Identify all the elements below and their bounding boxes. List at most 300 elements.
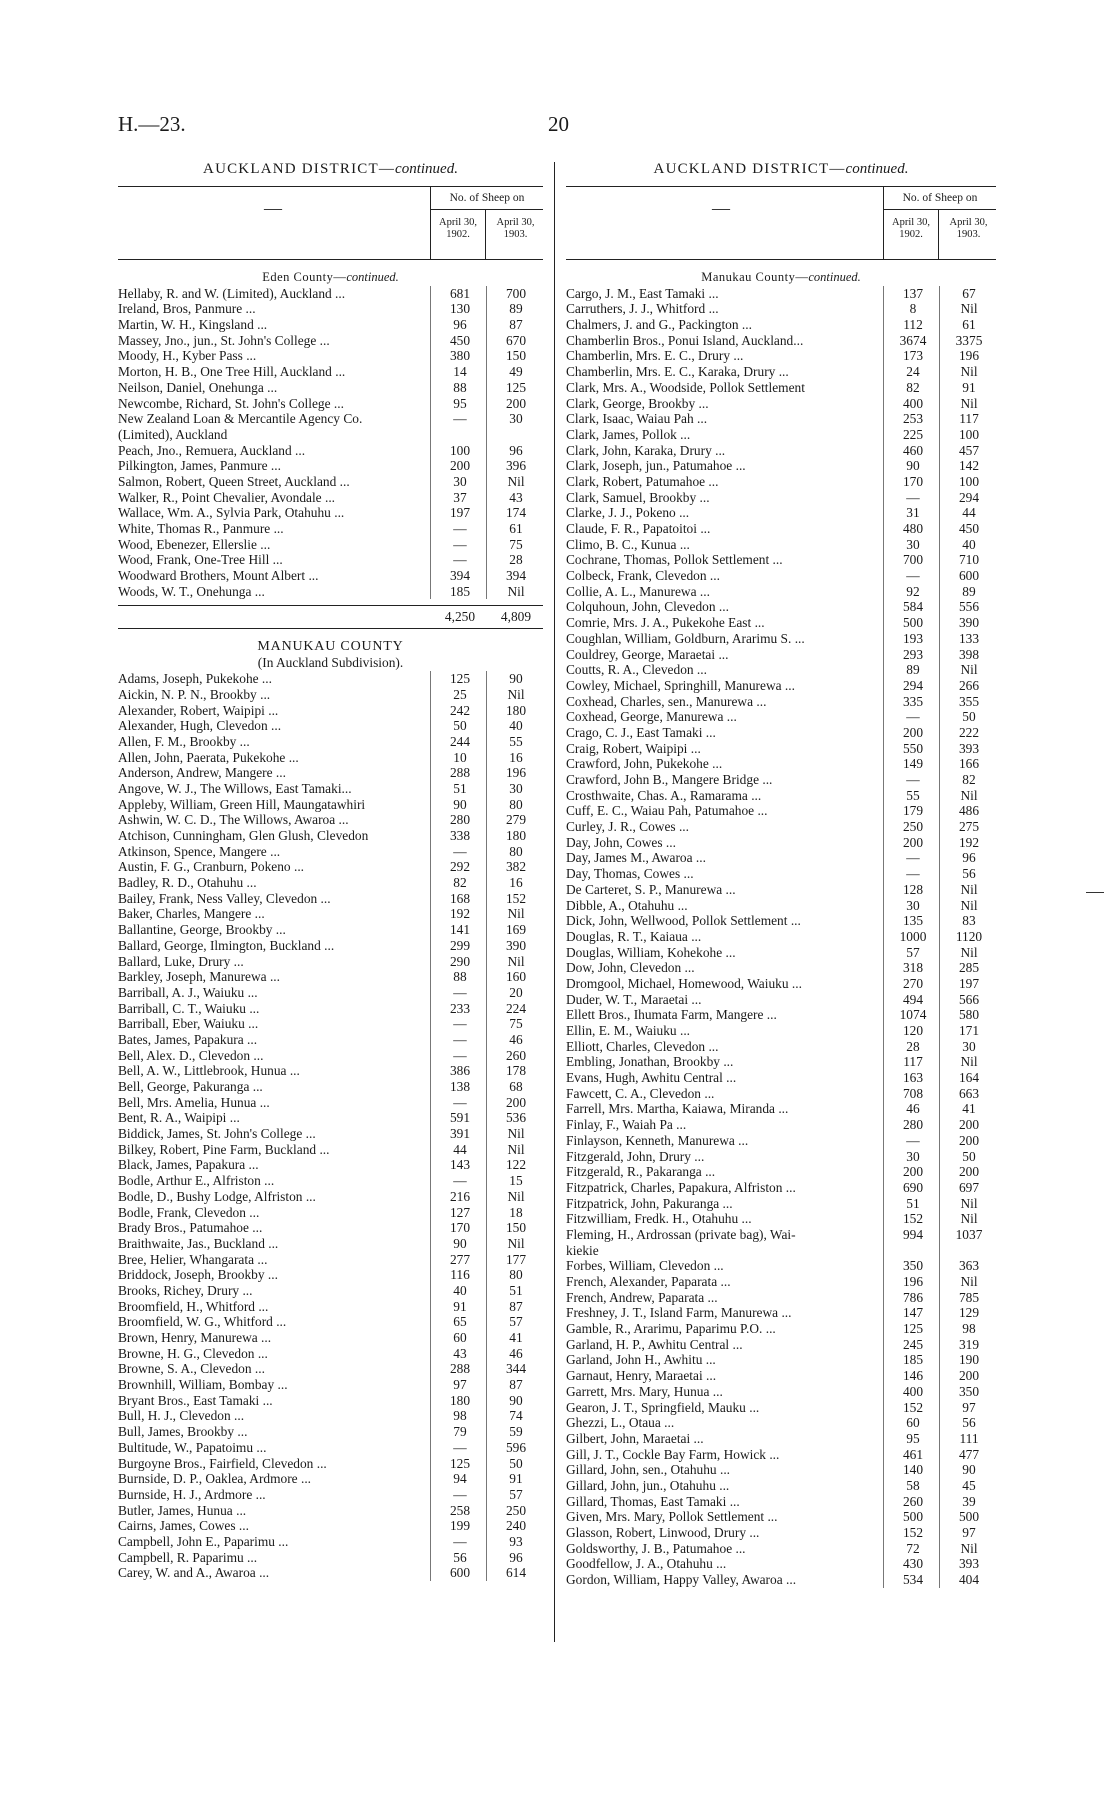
sheep-1903: Nil — [960, 395, 978, 411]
sheep-1902: 534 — [902, 1572, 924, 1588]
sheep-1903: 393 — [958, 1556, 980, 1572]
table-row — [566, 1227, 996, 1243]
table-row — [118, 505, 543, 521]
column-rule — [430, 286, 431, 600]
owner-name: Briddock, Joseph, Brookby ... — [118, 1267, 278, 1283]
owner-name: Dibble, A., Otahuhu ... — [566, 897, 688, 913]
sheep-1903: 43 — [509, 489, 523, 505]
owner-name: Massey, Jno., jun., St. John's College ... — [118, 332, 330, 348]
table-row — [118, 1032, 543, 1048]
owner-name: Glasson, Robert, Linwood, Drury ... — [566, 1525, 760, 1540]
sheep-1903: 96 — [962, 850, 976, 866]
left-title-main: AUCKLAND DISTRICT— — [203, 161, 396, 177]
owner-name: Alexander, Hugh, Clevedon ... — [118, 718, 282, 734]
sheep-1902: 31 — [906, 505, 920, 521]
sheep-1903: 200 — [505, 395, 527, 411]
sheep-1903: 566 — [958, 991, 980, 1007]
table-row — [118, 1487, 543, 1503]
table-row — [566, 364, 996, 380]
sheep-1903: Nil — [960, 944, 978, 960]
sheep-1902: 1074 — [899, 1007, 927, 1023]
manukau-county-heading: MANUKAU COUNTY — [257, 639, 404, 655]
sheep-1903: 486 — [958, 803, 980, 819]
sheep-1903: 174 — [505, 505, 527, 521]
sheep-1903: 697 — [958, 1179, 980, 1195]
table-row — [118, 1189, 543, 1205]
sheep-1903: 57 — [509, 1314, 523, 1330]
sheep-1903: 390 — [958, 615, 980, 631]
sheep-1902: 193 — [902, 630, 924, 646]
table-row — [566, 678, 996, 694]
table-row — [566, 1039, 996, 1055]
table-row — [118, 443, 543, 459]
sheep-1903: 200 — [958, 1368, 980, 1384]
sheep-1902: — — [453, 1094, 467, 1110]
sheep-1902: 386 — [449, 1063, 471, 1079]
sheep-1903: 90 — [509, 1392, 523, 1408]
sheep-1902: — — [453, 1486, 467, 1502]
owner-name: Cargo, J. M., East Tamaki ... — [566, 285, 719, 301]
table-row — [118, 1220, 543, 1236]
owner-name: New Zealand Loan & Mercantile Agency Co. — [118, 411, 363, 427]
sheep-1902: 200 — [449, 458, 471, 474]
owner-name: Curley, J. R., Cowes ... — [566, 819, 689, 835]
sheep-1903: Nil — [960, 301, 978, 317]
sheep-1902: 450 — [449, 332, 471, 348]
sheep-1902: — — [906, 866, 920, 882]
left-section-eden-county — [118, 270, 543, 286]
sheep-1903: 142 — [958, 458, 980, 474]
sheep-1902: — — [453, 552, 467, 568]
table-row — [566, 1462, 996, 1478]
table-row — [566, 1211, 996, 1227]
sheep-1902: 200 — [902, 724, 924, 740]
table-row — [566, 725, 996, 741]
sheep-1903: 200 — [505, 1094, 527, 1110]
sheep-1903: 30 — [962, 1038, 976, 1054]
table-row — [566, 709, 996, 725]
sheep-1902: 138 — [449, 1079, 471, 1094]
owner-name: Goodfellow, J. A., Otahuhu ... — [566, 1556, 727, 1572]
table-row — [118, 1471, 543, 1487]
sheep-1902: — — [453, 843, 467, 859]
sheep-1903: 15 — [509, 1173, 523, 1189]
sheep-1903: 197 — [958, 975, 980, 991]
owner-name: Salmon, Robert, Queen Street, Auckland ... — [118, 473, 350, 489]
owner-name: Bailey, Frank, Ness Valley, Clevedon ... — [118, 890, 331, 906]
sheep-1903: 91 — [962, 379, 976, 395]
sheep-1903: 190 — [958, 1352, 980, 1368]
owner-name: Cairns, James, Cowes ... — [118, 1518, 249, 1534]
sheep-1902: — — [453, 1031, 467, 1047]
table-row — [566, 913, 996, 929]
sheep-1903: 98 — [962, 1321, 976, 1337]
right-district-title — [566, 162, 996, 184]
table-row — [566, 882, 996, 898]
sheep-1903: 178 — [505, 1063, 527, 1079]
sheep-1902: — — [906, 489, 920, 505]
owner-name: Ireland, Bros, Panmure ... — [118, 301, 256, 317]
sheep-1902: 90 — [453, 1235, 467, 1251]
table-row — [566, 1572, 996, 1588]
eden-county-total — [118, 605, 543, 629]
owner-name: Gillard, John, jun., Otahuhu ... — [566, 1477, 730, 1493]
sheep-1902: 199 — [449, 1518, 471, 1534]
left-column — [118, 162, 543, 1581]
sheep-1902: 197 — [449, 505, 471, 521]
table-row — [118, 490, 543, 506]
sheep-1903: 100 — [958, 426, 980, 442]
table-row — [566, 380, 996, 396]
owner-name: Anderson, Andrew, Mangere ... — [118, 765, 286, 781]
manukau-continued-heading: Manukau County— — [701, 270, 809, 284]
sheep-1903: 20 — [509, 984, 523, 1000]
sheep-1903: 240 — [505, 1518, 527, 1534]
sheep-1903: Nil — [507, 473, 525, 489]
sheep-1903: 41 — [509, 1330, 523, 1345]
sheep-1903: 68 — [509, 1079, 523, 1094]
table-row — [118, 584, 543, 600]
sheep-1903: 1037 — [955, 1226, 983, 1242]
sheep-1902: 95 — [453, 395, 467, 411]
table-row — [118, 1048, 543, 1064]
owner-name: Fitzpatrick, John, Pakuranga ... — [566, 1195, 733, 1211]
table-row — [566, 1478, 996, 1494]
sheep-1903: 580 — [958, 1007, 980, 1023]
owner-name: Campbell, R. Paparimu ... — [118, 1549, 258, 1565]
owner-name: Fitzgerald, R., Pakaranga ... — [566, 1164, 716, 1180]
sheep-1903: 74 — [509, 1408, 523, 1424]
sheep-1903: 355 — [958, 693, 980, 709]
sheep-1902: 8 — [909, 301, 917, 317]
sheep-1903: 180 — [505, 702, 527, 718]
table-row — [118, 875, 543, 891]
sheep-1902: 288 — [449, 765, 471, 781]
table-row — [118, 671, 543, 687]
sheep-1903: 164 — [958, 1070, 980, 1086]
right-header-col-1902: April 30, 1902. — [884, 209, 939, 259]
owner-name: Bell, George, Pakuranga ... — [118, 1079, 263, 1094]
owner-name: Crawford, John B., Mangere Bridge ... — [566, 772, 773, 787]
sheep-1903: 30 — [509, 780, 523, 796]
owner-name: Barriball, Eber, Waiuku ... — [118, 1016, 259, 1032]
table-row — [566, 1023, 996, 1039]
owner-name: Craig, Robert, Waipipi ... — [566, 740, 701, 756]
sheep-1903: 80 — [509, 796, 523, 812]
table-row — [118, 985, 543, 1001]
sheep-1903: 614 — [505, 1565, 527, 1581]
owner-name: Adams, Joseph, Pukekohe ... — [118, 671, 272, 687]
owner-name: Clark, James, Pollok ... — [566, 426, 691, 442]
table-row — [566, 1117, 996, 1133]
owner-name: Clark, Robert, Patumahoe ... — [566, 473, 719, 489]
sheep-1902: 10 — [453, 749, 467, 765]
sheep-1902: 277 — [449, 1251, 471, 1267]
owner-name: Fleming, H., Ardrossan (private bag), Wai- — [566, 1226, 796, 1242]
table-row — [118, 568, 543, 584]
table-row — [118, 828, 543, 844]
sheep-1903: 80 — [509, 1267, 523, 1283]
table-row — [566, 647, 996, 663]
sheep-1903: Nil — [960, 897, 978, 913]
table-row — [566, 631, 996, 647]
sheep-1902: 116 — [450, 1267, 470, 1283]
sheep-1902: 141 — [449, 922, 471, 938]
table-row — [118, 364, 543, 380]
table-row — [118, 474, 543, 490]
sheep-1902: 89 — [906, 662, 920, 678]
owner-name: Crago, C. J., East Tamaki ... — [566, 724, 716, 740]
sheep-1902: 500 — [902, 615, 924, 631]
table-row — [566, 1556, 996, 1572]
sheep-1902: 82 — [453, 875, 467, 891]
sheep-1902: 25 — [453, 686, 467, 702]
owner-name: Fawcett, C. A., Clevedon ... — [566, 1085, 715, 1101]
sheep-1903: 166 — [958, 756, 980, 772]
owner-name: Gilbert, John, Maraetai ... — [566, 1430, 704, 1446]
sheep-1903: 90 — [962, 1462, 976, 1478]
sheep-1902: — — [453, 1439, 467, 1455]
owner-name: Finlayson, Kenneth, Manurewa ... — [566, 1132, 749, 1148]
sheep-1903: 111 — [959, 1430, 979, 1446]
sheep-1902: 137 — [902, 285, 924, 301]
table-row — [118, 969, 543, 985]
table-row — [118, 1252, 543, 1268]
sheep-1902: 163 — [902, 1070, 924, 1086]
owner-name: Fitzwilliam, Fredk. H., Otahuhu ... — [566, 1211, 752, 1227]
sheep-1902: 168 — [449, 890, 471, 906]
owner-name: Butler, James, Hunua ... — [118, 1502, 247, 1518]
owner-name: Gillard, Thomas, East Tamaki ... — [566, 1493, 740, 1509]
right-column — [566, 162, 996, 1588]
owner-name: Colquhoun, John, Clevedon ... — [566, 599, 729, 615]
sheep-1902: 700 — [902, 552, 924, 568]
table-row — [118, 1095, 543, 1111]
sheep-1902: 79 — [453, 1424, 467, 1440]
table-row — [118, 348, 543, 364]
sheep-1902: 400 — [902, 1383, 924, 1399]
owner-name: Peach, Jno., Remuera, Auckland ... — [118, 442, 306, 458]
owner-name: Chamberlin Bros., Ponui Island, Auckland... — [566, 332, 804, 348]
right-header-col-1903: April 30, 1903. — [949, 217, 988, 240]
owner-name: Finlay, F., Waiah Pa ... — [566, 1117, 687, 1133]
owner-name: Broomfield, W. G., Whitford ... — [118, 1314, 287, 1330]
sheep-1903: 100 — [958, 473, 980, 489]
table-row — [118, 1408, 543, 1424]
table-row — [118, 797, 543, 813]
table-row — [118, 765, 543, 781]
sheep-1902: 200 — [902, 834, 924, 850]
owner-name: Ellin, E. M., Waiuku ... — [566, 1023, 691, 1038]
sheep-1903: 83 — [962, 913, 976, 929]
sheep-1903: Nil — [507, 1141, 525, 1157]
sheep-1903: 363 — [958, 1258, 980, 1274]
table-row — [566, 850, 996, 866]
sheep-1903: 200 — [958, 1164, 980, 1180]
sheep-1903: 200 — [958, 1117, 980, 1133]
sheep-1902: 185 — [902, 1352, 924, 1368]
owner-name: Burgoyne Bros., Fairfield, Clevedon ... — [118, 1455, 327, 1471]
table-row — [566, 584, 996, 600]
sheep-1902: 37 — [453, 489, 467, 505]
table-row — [118, 1016, 543, 1032]
table-row — [118, 1565, 543, 1581]
owner-name: Braithwaite, Jas., Buckland ... — [118, 1235, 279, 1251]
sheep-1903: 91 — [509, 1471, 523, 1487]
sheep-1902: 460 — [902, 442, 924, 458]
sheep-1902: 152 — [902, 1525, 924, 1540]
table-row — [566, 788, 996, 804]
owner-name: Biddick, James, St. John's College ... — [118, 1126, 316, 1142]
owner-name: Day, Thomas, Cowes ... — [566, 866, 694, 882]
sheep-1903: Nil — [960, 881, 978, 897]
sheep-1903: 196 — [505, 765, 527, 781]
left-header-col-1902: April 30, 1902. — [431, 209, 486, 259]
table-row — [566, 396, 996, 412]
sheep-1903: 200 — [958, 1132, 980, 1148]
table-row — [566, 348, 996, 364]
owner-name: Ballard, Luke, Drury ... — [118, 953, 244, 969]
table-row — [118, 859, 543, 875]
column-rule — [486, 286, 487, 600]
table-row — [118, 1377, 543, 1393]
owner-name: Burnside, H. J., Ardmore ... — [118, 1486, 266, 1502]
sheep-1903: 275 — [958, 819, 980, 835]
owner-name: Pilkington, James, Panmure ... — [118, 458, 281, 474]
owner-name: Allen, F. M., Brookby ... — [118, 733, 250, 749]
owner-name: Martin, W. H., Kingsland ... — [118, 317, 268, 333]
table-row — [566, 976, 996, 992]
table-row — [118, 1518, 543, 1534]
sheep-1903: Nil — [960, 662, 978, 678]
sheep-1902: — — [906, 568, 920, 584]
owner-name: Colbeck, Frank, Clevedon ... — [566, 568, 720, 584]
table-row — [118, 812, 543, 828]
sheep-1903: 294 — [958, 489, 980, 505]
owner-name: Elliott, Charles, Clevedon ... — [566, 1038, 719, 1054]
sheep-1903: 75 — [509, 1016, 523, 1032]
owner-name: Hellaby, R. and W. (Limited), Auckland ... — [118, 285, 346, 301]
eden-county-heading: Eden County— — [262, 270, 347, 284]
left-district-title — [118, 162, 543, 184]
sheep-1902: — — [453, 1173, 467, 1189]
sheep-1903: 700 — [505, 285, 527, 301]
sheep-1902: 82 — [906, 379, 920, 395]
manukau-county-subheading: (In Auckland Subdivision). — [257, 655, 404, 671]
sheep-1902: 96 — [453, 317, 467, 333]
owner-name: Brown, Henry, Manurewa ... — [118, 1330, 272, 1345]
table-row — [118, 703, 543, 719]
table-row — [118, 687, 543, 703]
sheep-1902: 50 — [453, 718, 467, 734]
sheep-1903: 55 — [509, 733, 523, 749]
sheep-1902: 117 — [903, 1054, 923, 1070]
owner-name: Clarke, J. J., Pokeno ... — [566, 505, 690, 521]
table-row — [118, 718, 543, 734]
owner-name: Bell, Mrs. Amelia, Hunua ... — [118, 1094, 270, 1110]
sheep-1902: 500 — [902, 1509, 924, 1525]
owner-name: Browne, S. A., Clevedon ... — [118, 1361, 265, 1377]
sheep-1903: 266 — [958, 677, 980, 693]
owner-name: Barriball, A. J., Waiuku ... — [118, 984, 258, 1000]
table-row — [566, 1149, 996, 1165]
sheep-1902: 584 — [902, 599, 924, 615]
sheep-1902: 100 — [449, 442, 471, 458]
owner-name: Brady Bros., Patumahoe ... — [118, 1220, 263, 1236]
sheep-1903: 41 — [962, 1101, 976, 1117]
owner-name: Garland, John H., Awhitu ... — [566, 1352, 716, 1368]
column-rule — [486, 671, 487, 1581]
owner-name: Bree, Helier, Whangarata ... — [118, 1251, 268, 1267]
table-row — [118, 458, 543, 474]
table-row — [118, 521, 543, 537]
owner-name: Garland, H. P., Awhitu Central ... — [566, 1336, 743, 1352]
table-row — [118, 301, 543, 317]
sheep-1903: 285 — [958, 960, 980, 976]
owner-name: Baker, Charles, Mangere ... — [118, 906, 265, 922]
sheep-1903: 87 — [509, 1377, 523, 1393]
table-row — [566, 1290, 996, 1306]
owner-name: Brooks, Richey, Drury ... — [118, 1282, 253, 1298]
owner-name: Neilson, Daniel, Onehunga ... — [118, 379, 278, 395]
table-row — [566, 552, 996, 568]
table-row — [118, 1142, 543, 1158]
owner-name: Climo, B. C., Kunua ... — [566, 536, 690, 552]
table-row — [118, 1267, 543, 1283]
sheep-1903: 45 — [962, 1477, 976, 1493]
table-row — [118, 1157, 543, 1173]
table-row — [566, 1133, 996, 1149]
sheep-1902: 98 — [453, 1408, 467, 1424]
table-row — [118, 1330, 543, 1346]
sheep-1902: 690 — [902, 1179, 924, 1195]
page-header — [118, 112, 1114, 142]
sheep-1903: 96 — [509, 1549, 523, 1565]
owner-name: Moody, H., Kyber Pass ... — [118, 348, 257, 364]
sheep-1902: 94 — [453, 1471, 467, 1487]
sheep-1903: 152 — [505, 890, 527, 906]
sheep-1902: 480 — [902, 521, 924, 536]
sheep-1903: 477 — [958, 1446, 980, 1462]
table-row — [566, 1101, 996, 1117]
left-header-col-1903: April 30, 1903. — [496, 217, 535, 240]
table-row — [566, 1164, 996, 1180]
sheep-1902: 550 — [902, 740, 924, 756]
sheep-1902: 179 — [902, 803, 924, 819]
owner-name: Douglas, William, Kohekohe ... — [566, 944, 736, 960]
sheep-1903: 51 — [509, 1282, 523, 1298]
owner-name: Evans, Hugh, Awhitu Central ... — [566, 1070, 737, 1086]
owner-name: Brownhill, William, Bombay ... — [118, 1377, 288, 1393]
table-row — [566, 443, 996, 459]
owner-name: Bodle, D., Bushy Lodge, Alfriston ... — [118, 1188, 316, 1204]
sheep-1902: 216 — [449, 1188, 471, 1204]
table-row — [118, 1346, 543, 1362]
page-number: 20 — [548, 112, 569, 136]
sheep-1902: 600 — [449, 1565, 471, 1581]
sheep-1902: 350 — [902, 1258, 924, 1274]
sheep-1903: 785 — [958, 1289, 980, 1305]
table-row — [566, 1337, 996, 1353]
owner-name: Douglas, R. T., Kaiaua ... — [566, 928, 702, 944]
sheep-1902: 233 — [449, 1000, 471, 1016]
owner-name: French, Andrew, Paparata ... — [566, 1289, 718, 1305]
sheep-1902: 318 — [902, 960, 924, 976]
owner-name: Burnside, D. P., Oaklea, Ardmore ... — [118, 1471, 312, 1487]
sheep-1903: 28 — [509, 552, 523, 568]
sheep-1902: — — [906, 772, 920, 787]
table-row — [566, 1415, 996, 1431]
